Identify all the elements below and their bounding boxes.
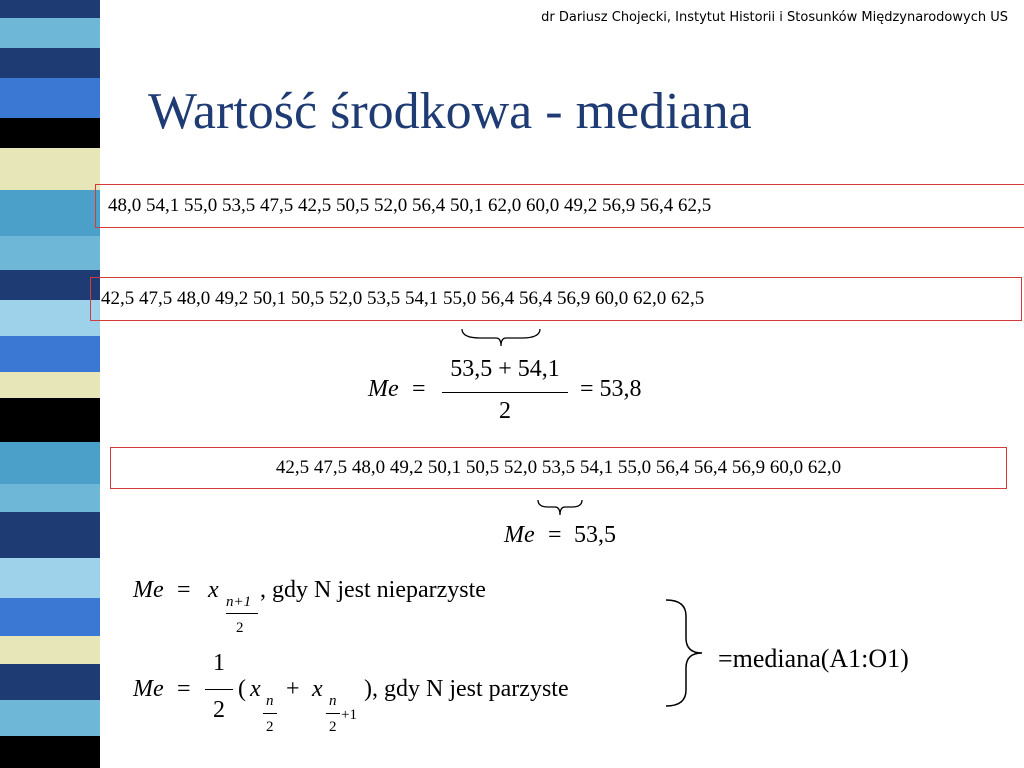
ribbon-stripe — [0, 190, 100, 236]
ribbon-stripe — [0, 336, 100, 372]
median-odd-lhs: Me — [504, 522, 535, 548]
ribbon-stripe — [0, 598, 100, 636]
ribbon-stripe — [0, 18, 100, 48]
general-even-condition: ), gdy N jest parzyste — [364, 676, 569, 702]
ribbon-stripe — [0, 148, 100, 190]
general-odd-sub-bar — [226, 613, 258, 614]
median-even-denominator: 2 — [499, 398, 511, 424]
ribbon-stripe — [0, 48, 100, 78]
median-even-fraction-bar — [442, 392, 568, 393]
ribbon-stripe — [0, 736, 100, 768]
ribbon-stripe — [0, 236, 100, 270]
author-credit: dr Dariusz Chojecki, Instytut Historii i Stosunków Międzynarodowych US — [541, 10, 1008, 25]
ribbon-stripe — [0, 398, 100, 442]
ribbon-stripe — [0, 442, 100, 484]
general-even-sub2-numerator: n — [329, 693, 337, 709]
median-odd-eq: = — [548, 522, 562, 548]
general-even-var1: x — [250, 676, 261, 702]
general-even-frac-bar — [205, 689, 233, 690]
general-odd-condition: , gdy N jest nieparzyste — [260, 577, 486, 603]
ribbon-stripe — [0, 512, 100, 558]
general-even-sub2-bar — [326, 713, 340, 714]
general-even-sub1-denominator: 2 — [266, 719, 274, 735]
raw-data-values: 48,0 54,1 55,0 53,5 47,5 42,5 50,5 52,0 56,4 50,1 62,0 60,0 49,2 56,9 56,4 62,5 — [108, 195, 712, 216]
middle-value-brace — [536, 497, 584, 519]
ribbon-stripe — [0, 636, 100, 664]
general-even-sub2-denominator: 2 — [329, 719, 337, 735]
ribbon-stripe — [0, 270, 100, 300]
ribbon-stripe — [0, 372, 100, 398]
ribbon-stripe — [0, 558, 100, 598]
general-even-sub2-plus-one: +1 — [341, 707, 357, 723]
ribbon-stripe — [0, 484, 100, 512]
general-odd-var: x — [208, 577, 219, 603]
median-even-result: = 53,8 — [580, 376, 642, 402]
general-odd-eq: = — [177, 577, 191, 603]
middle-values-brace — [460, 326, 542, 348]
general-even-sub1-numerator: n — [266, 693, 274, 709]
general-even-plus: + — [286, 676, 300, 702]
decorative-ribbon — [0, 0, 100, 768]
ribbon-stripe — [0, 700, 100, 736]
general-even-frac-numerator: 1 — [213, 650, 225, 676]
general-even-sub1-bar — [263, 713, 277, 714]
sorted-odd-values: 42,5 47,5 48,0 49,2 50,1 50,5 52,0 53,5 54,1 55,0 56,4 56,4 56,9 60,0 62,0 — [275, 457, 842, 478]
ribbon-stripe — [0, 664, 100, 700]
sorted-odd-data-box — [110, 447, 1007, 489]
general-even-lhs: Me — [133, 676, 164, 702]
median-odd-result: 53,5 — [574, 522, 616, 548]
general-even-eq: = — [177, 676, 191, 702]
general-odd-sub-numerator: n+1 — [226, 594, 252, 610]
median-even-eq: = — [412, 376, 426, 402]
slide-title: Wartość środkowa - mediana — [148, 83, 752, 140]
median-even-lhs: Me — [368, 376, 399, 402]
sorted-even-values: 42,5 47,5 48,0 49,2 50,1 50,5 52,0 53,5 54,1 55,0 56,4 56,4 56,9 60,0 62,0 62,5 — [101, 288, 705, 309]
ribbon-stripe — [0, 300, 100, 336]
sorted-even-data-box — [90, 277, 1022, 321]
excel-median-formula: =mediana(A1:O1) — [718, 644, 909, 673]
general-even-frac-denominator: 2 — [213, 697, 225, 723]
general-even-var2: x — [312, 676, 323, 702]
general-odd-lhs: Me — [133, 577, 164, 603]
formulas-brace — [664, 598, 708, 708]
ribbon-stripe — [0, 118, 100, 148]
general-even-open-paren: ( — [238, 676, 246, 702]
ribbon-stripe — [0, 78, 100, 118]
raw-data-box — [95, 184, 1024, 228]
median-even-numerator: 53,5 + 54,1 — [450, 356, 560, 382]
general-odd-sub-denominator: 2 — [236, 620, 244, 636]
ribbon-stripe — [0, 0, 100, 18]
